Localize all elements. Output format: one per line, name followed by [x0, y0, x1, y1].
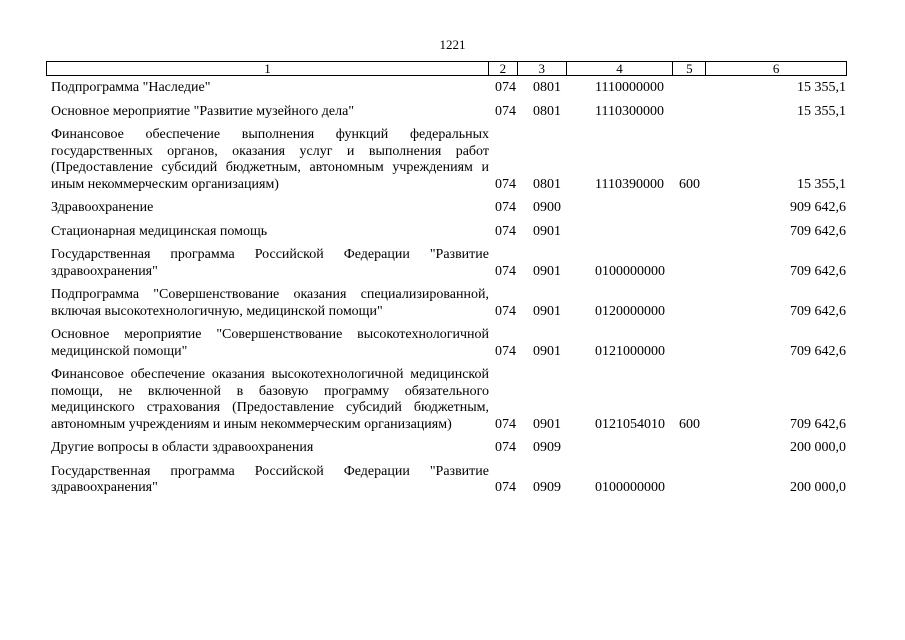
row-target-code: 0100000000: [595, 480, 665, 495]
row-amount: 709 642,6: [790, 416, 846, 432]
table-row: [46, 247, 847, 280]
table-row: [46, 327, 847, 360]
row-name: Финансовое обеспечение оказания высокотехнологичной медицинской помощи, не включенной в базовую программу обязательного медицинского страхования (Предоставление субсидий бюджетным, автономным учреждениям и иным некоммерческим организациям): [51, 367, 489, 432]
row-section-code: 0909: [533, 480, 561, 495]
row-section-code: 0901: [533, 343, 561, 359]
table-row: [46, 464, 847, 497]
row-name: Государственная программа Российской Федерации "Развитие здравоохранения": [51, 247, 489, 279]
row-name: Основное мероприятие "Развитие музейного дела": [51, 103, 355, 119]
row-amount: 200 000,0: [790, 440, 846, 455]
row-ministry-code: 074: [495, 103, 516, 119]
row-ministry-code: 074: [495, 303, 516, 319]
row-ministry-code: 074: [495, 80, 516, 95]
row-amount: 709 642,6: [790, 263, 846, 279]
row-name: Подпрограмма "Наследие": [51, 80, 211, 95]
row-target-code: 0100000000: [595, 263, 665, 279]
row-ministry-code: 074: [495, 440, 516, 455]
row-name: Государственная программа Российской Федерации "Развитие здравоохранения": [51, 463, 489, 495]
row-ministry-code: 074: [495, 480, 516, 495]
row-target-code: 1110390000: [595, 176, 664, 192]
row-amount: 15 355,1: [797, 103, 846, 119]
row-expense-type: 600: [679, 176, 700, 192]
row-section-code: 0901: [533, 303, 561, 319]
table-header: [46, 61, 847, 76]
column-header-2: 2: [489, 62, 518, 75]
table-row: [46, 127, 847, 193]
row-amount: 709 642,6: [790, 223, 846, 239]
row-ministry-code: 074: [495, 176, 516, 192]
table-row: [46, 367, 847, 433]
table-row: [46, 200, 847, 217]
row-section-code: 0901: [533, 263, 561, 279]
row-name: Другие вопросы в области здравоохранения: [51, 440, 314, 455]
row-expense-type: 600: [679, 416, 700, 432]
row-amount: 909 642,6: [790, 200, 846, 215]
row-target-code: 0121054010: [595, 416, 665, 432]
row-name: Финансовое обеспечение выполнения функций федеральных государственных органов, оказания услуг и выполнения работ (Предоставление субсидий бюджетным, автономным учреждениям и иным некоммерческим организациям): [51, 127, 489, 192]
row-section-code: 0801: [533, 80, 561, 95]
row-ministry-code: 074: [495, 223, 516, 239]
row-amount: 15 355,1: [797, 80, 846, 95]
page-number: 1221: [439, 37, 466, 52]
row-name: Основное мероприятие "Совершенствование высокотехнологичной медицинской помощи": [51, 327, 489, 359]
table-body: [46, 80, 847, 504]
row-name: Здравоохранение: [51, 200, 154, 215]
column-header-4: 4: [567, 62, 674, 75]
row-amount: 709 642,6: [790, 303, 846, 319]
row-section-code: 0801: [533, 176, 561, 192]
table-row: [46, 287, 847, 320]
table-row: [46, 80, 847, 97]
row-section-code: 0900: [533, 200, 561, 215]
row-section-code: 0901: [533, 223, 561, 239]
row-amount: 709 642,6: [790, 343, 846, 359]
row-target-code: 1110300000: [595, 103, 664, 119]
row-name: Подпрограмма "Совершенствование оказания специализированной, включая высокотехнологичную, медицинской помощи": [51, 287, 489, 319]
row-section-code: 0909: [533, 440, 561, 455]
row-ministry-code: 074: [495, 343, 516, 359]
row-ministry-code: 074: [495, 416, 516, 432]
column-header-1: 1: [47, 62, 489, 75]
row-ministry-code: 074: [495, 263, 516, 279]
row-ministry-code: 074: [495, 200, 516, 215]
row-target-code: 0120000000: [595, 303, 665, 319]
row-amount: 15 355,1: [797, 176, 846, 192]
column-header-5: 5: [673, 62, 706, 75]
row-target-code: 1110000000: [595, 80, 664, 95]
row-target-code: 0121000000: [595, 343, 665, 359]
column-header-6: 6: [772, 61, 780, 76]
row-section-code: 0901: [533, 416, 561, 432]
row-name: Стационарная медицинская помощь: [51, 223, 268, 239]
row-section-code: 0801: [533, 103, 561, 119]
table-row: [46, 440, 847, 457]
row-amount: 200 000,0: [790, 480, 846, 495]
table-row: [46, 104, 847, 121]
column-header-3: 3: [518, 62, 567, 75]
table-row: [46, 224, 847, 241]
